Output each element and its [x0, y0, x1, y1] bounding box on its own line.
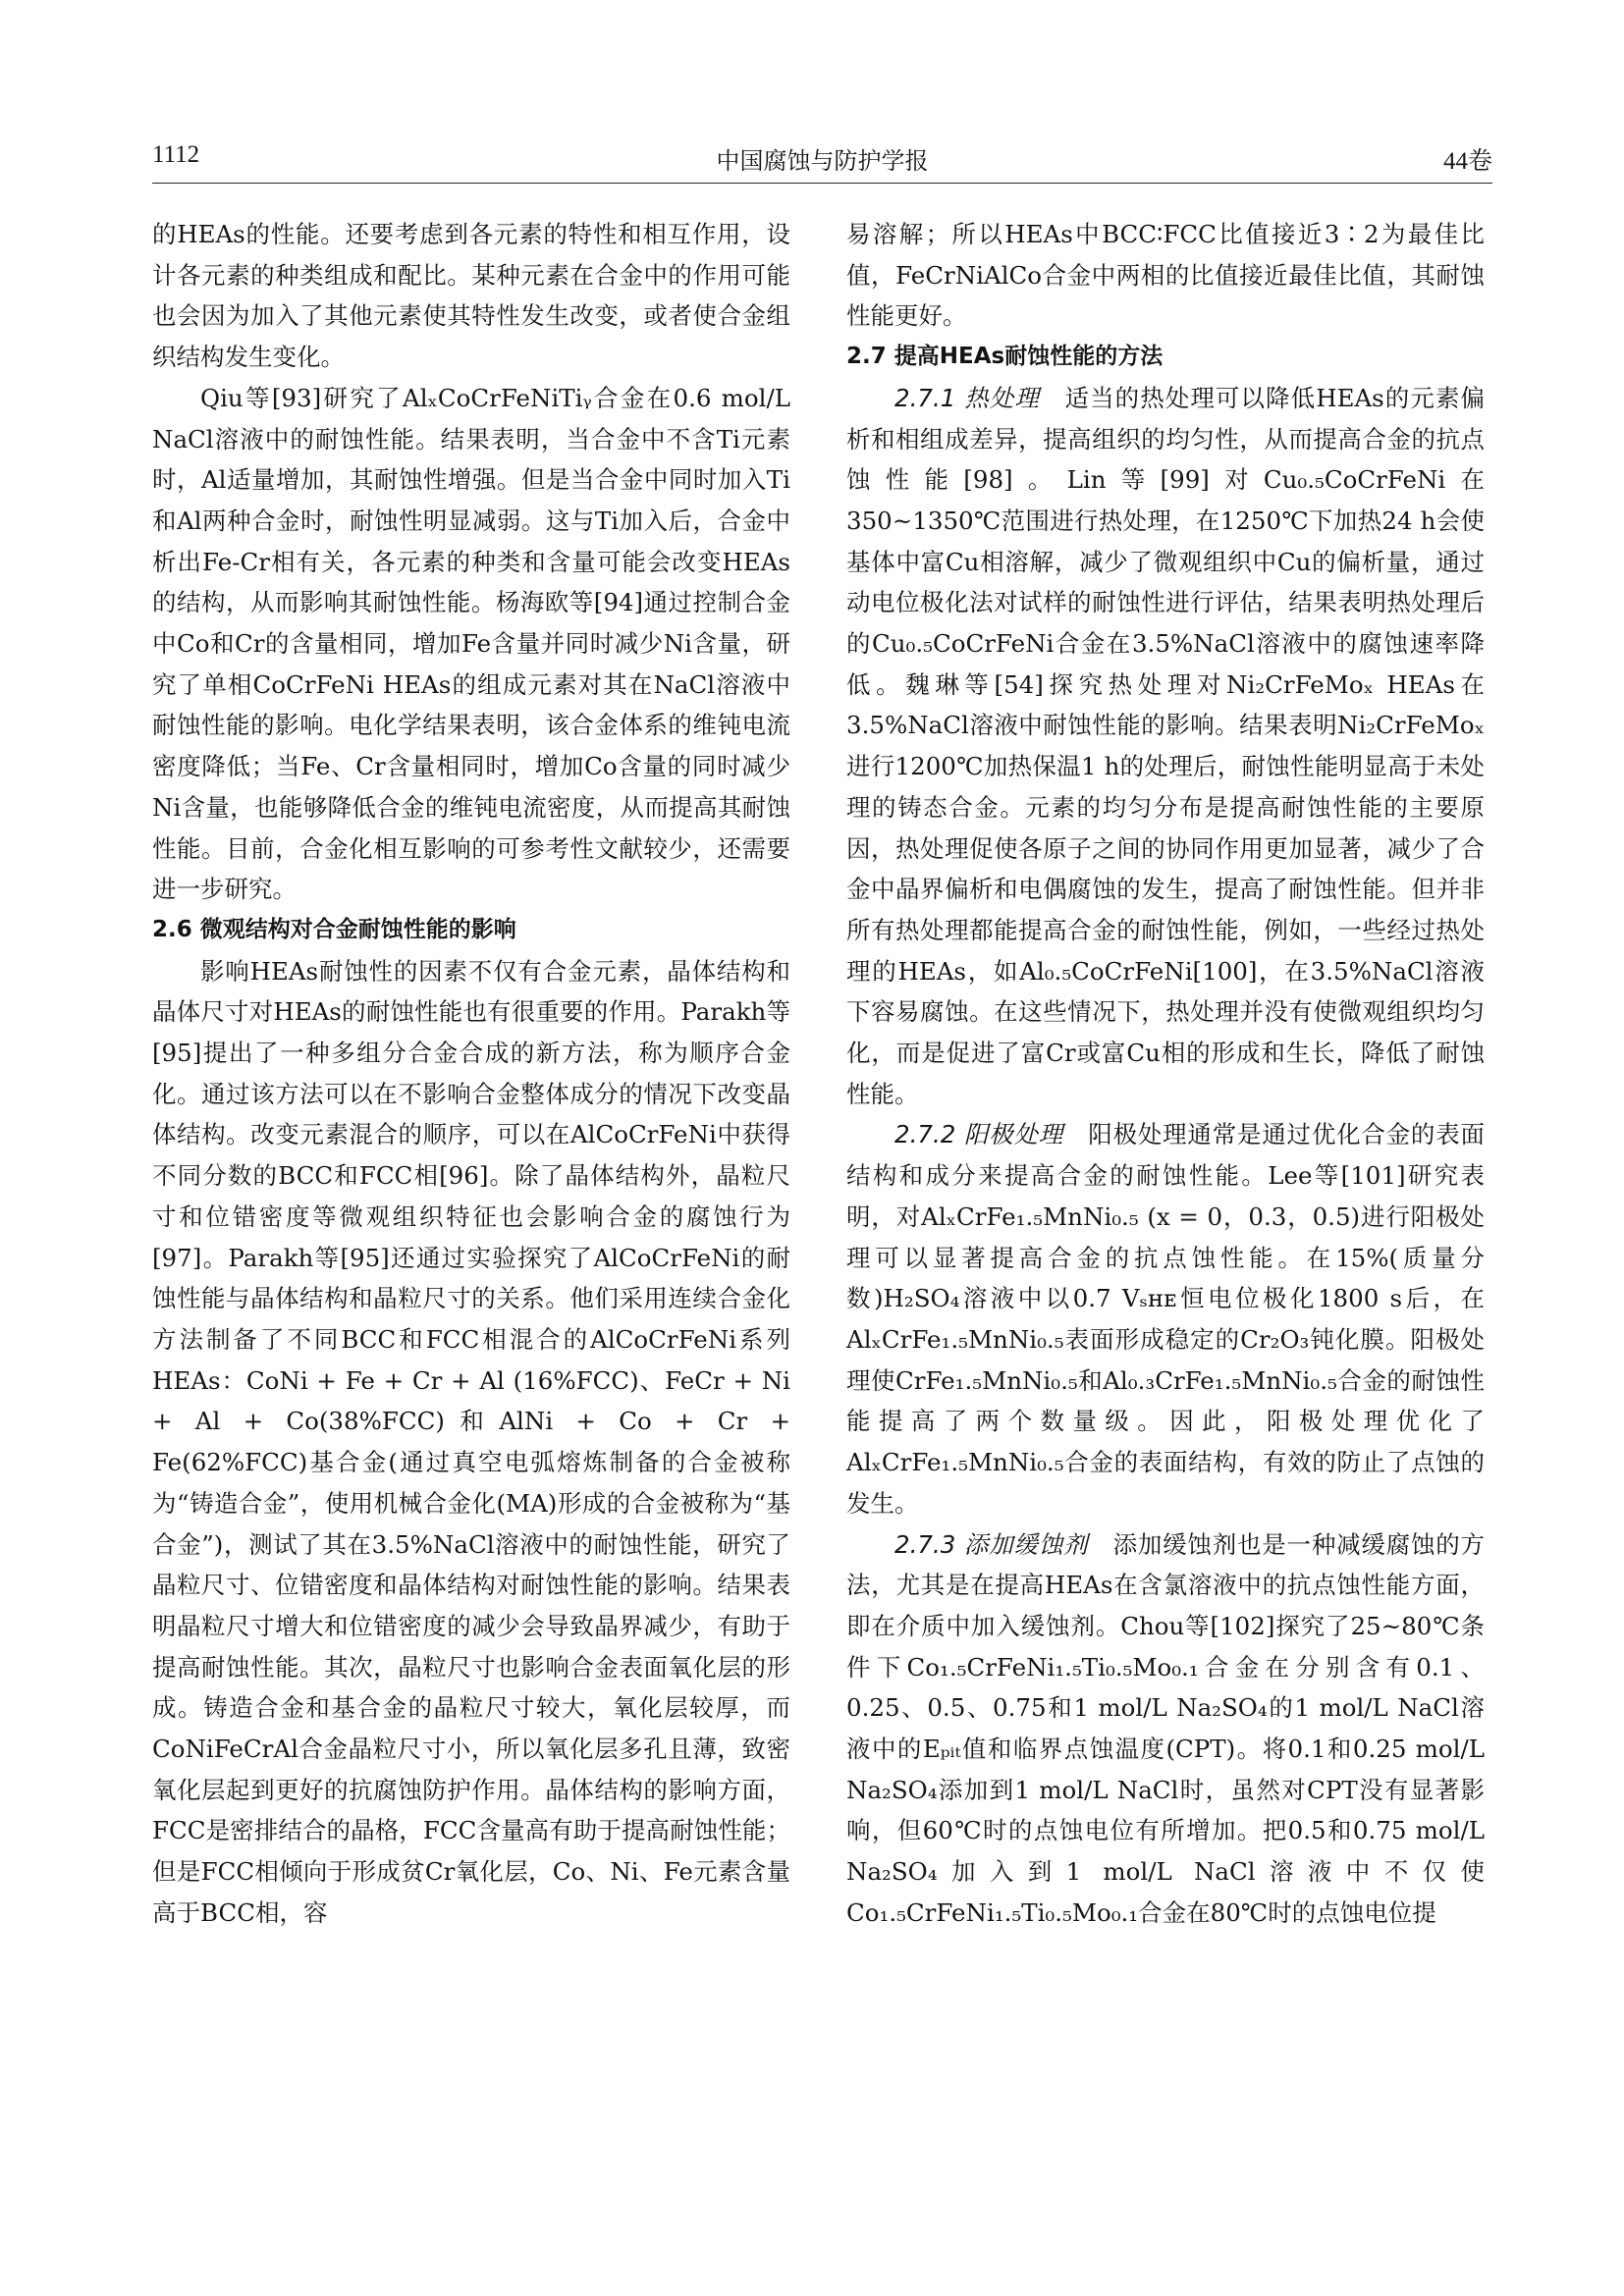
subsection-title: 2.7.1 热处理 [894, 383, 1040, 412]
section-heading: 2.6 微观结构对合金耐蚀性能的影响 [152, 916, 516, 942]
volume-label: 44卷 [1442, 148, 1492, 175]
running-header [152, 137, 1492, 184]
paragraph-text: 添加缓蚀剂也是一种减缓腐蚀的方法，尤其是在提高HEAs在含氯溶液中的抗点蚀性能方面，即在介质中加入缓蚀剂。Chou等[102]探究了25~80℃条件下Co₁.₅CrFeNi₁.₅Ti₀.₅Mo₀.₁合金在分别含有0.1、0.25、0.5、0.75和1 mol/L Na₂SO₄的1 mol/L NaCl溶液中的Eₚᵢₜ值和临界点蚀温度(CPT)。将0.1和0.25 mol/L Na₂SO₄添加到1 mol/L NaCl时，虽然对CPT没有显著影响，但60℃时的点蚀电位有所增加。把0.5和0.75 mol/L Na₂SO₄加入到1 mol/L NaCl溶液中不仅使Co₁.₅CrFeNi₁.₅Ti₀.₅Mo₀.₁合金在80℃时的点蚀电位提 [846, 1529, 1485, 1927]
section-heading: 2.7 提高HEAs耐蚀性能的方法 [846, 344, 1164, 370]
left-column [152, 214, 790, 1934]
paragraph: 的HEAs的性能。还要考虑到各元素的特性和相互作用，设计各元素的种类组成和配比。某种元素在合金中的作用可能也会因为加入了其他元素使其特性发生改变，或者使合金组织结构发生变化。 [152, 220, 790, 372]
paragraph-text: 适当的热处理可以降低HEAs的元素偏析和相组成差异，提高组织的均匀性，从而提高合金的抗点蚀性能[98]。Lin等[99]对Cu₀.₅CoCrFeNi在350~1350℃范围进行热处理，在1250℃下加热24 h会使基体中富Cu相溶解，减少了微观组织中Cu的偏析量，通过动电位极化法对试样的耐蚀性进行评估，结果表明热处理后的Cu₀.₅CoCrFeNi合金在3.5%NaCl溶液中的腐蚀速率降低。魏琳等[54]探究热处理对Ni₂CrFeMoₓ HEAs在3.5%NaCl溶液中耐蚀性能的影响。结果表明Ni₂CrFeMoₓ进行1200℃加热保温1 h的处理后，耐蚀性能明显高于未处理的铸态合金。元素的均匀分布是提高耐蚀性能的主要原因，热处理促使各原子之间的协同作用更加显著，减少了合金中晶界偏析和电偶腐蚀的发生，提高了耐蚀性能。但并非所有热处理都能提高合金的耐蚀性能，例如，一些经过热处理的HEAs，如Al₀.₅CoCrFeNi[100]，在3.5%NaCl溶液下容易腐蚀。在这些情况下，热处理并没有使微观组织均匀化，而是促进了富Cr或富Cu相的形成和生长，降低了耐蚀性能。 [846, 383, 1485, 1108]
paragraph: 易溶解；所以HEAs中BCC∶FCC比值接近3∶2为最佳比值，FeCrNiAlCo合金中两相的比值接近最佳比值，其耐蚀性能更好。 [846, 220, 1485, 331]
subsection-title: 2.7.3 添加缓蚀剂 [894, 1529, 1089, 1559]
page-number: 1112 [152, 141, 200, 168]
journal-title: 中国腐蚀与防护学报 [716, 147, 929, 175]
subsection-title: 2.7.2 阳极处理 [894, 1120, 1064, 1149]
subsection-paragraph [846, 1114, 1485, 1523]
paragraph: 影响HEAs耐蚀性的因素不仅有合金元素，晶体结构和晶体尺寸对HEAs的耐蚀性能也有很重要的作用。Parakh等[95]提出了一种多组分合金合成的新方法，称为顺序合金化。通过该方法可以在不影响合金整体成分的情况下改变晶体结构。改变元素混合的顺序，可以在AlCoCrFeNi中获得不同分数的BCC和FCC相[96]。除了晶体结构外，晶粒尺寸和位错密度等微观组织特征也会影响合金的腐蚀行为[97]。Parakh等[95]还通过实验探究了AlCoCrFeNi的耐蚀性能与晶体结构和晶粒尺寸的关系。他们采用连续合金化方法制备了不同BCC和FCC相混合的AlCoCrFeNi系列HEAs：CoNi + Fe + Cr + Al (16%FCC)、FeCr + Ni + Al + Co(38%FCC)和AlNi + Co + Cr + Fe(62%FCC)基合金(通过真空电弧熔炼制备的合金被称为“铸造合金”，使用机械合金化(MA)形成的合金被称为“基合金”)，测试了其在3.5%NaCl溶液中的耐蚀性能，研究了晶粒尺寸、位错密度和晶体结构对耐蚀性能的影响。结果表明晶粒尺寸增大和位错密度的减少会导致晶界减少，有助于提高耐蚀性能。其次，晶粒尺寸也影响合金表面氧化层的形成。铸造合金和基合金的晶粒尺寸较大，氧化层较厚，而CoNiFeCrAl合金晶粒尺寸小，所以氧化层多孔且薄，致密氧化层起到更好的抗腐蚀防护作用。晶体结构的影响方面，FCC是密排结合的晶格，FCC含量高有助于提高耐蚀性能；但是FCC相倾向于形成贫Cr氧化层，Co、Ni、Fe元素含量高于BCC相，容 [152, 956, 790, 1927]
paragraph-text: 阳极处理通常是通过优化合金的表面结构和成分来提高合金的耐蚀性能。Lee等[101]研究表明，对AlₓCrFe₁.₅MnNi₀.₅ (x = 0，0.3，0.5)进行阳极处理可以显著提高合金的抗点蚀性能。在15%(质量分数)H₂SO₄溶液中以0.7 Vₛʜᴇ恒电位极化1800 s后，在AlₓCrFe₁.₅MnNi₀.₅表面形成稳定的Cr₂O₃钝化膜。阳极处理使CrFe₁.₅MnNi₀.₅和Al₀.₃CrFe₁.₅MnNi₀.₅合金的耐蚀性能提高了两个数量级。因此，阳极处理优化了AlₓCrFe₁.₅MnNi₀.₅合金的表面结构，有效的防止了点蚀的发生。 [846, 1120, 1485, 1518]
paragraph: Qiu等[93]研究了AlₓCoCrFeNiTiᵧ合金在0.6 mol/L NaCl溶液中的耐蚀性能。结果表明，当合金中不含Ti元素时，Al适量增加，其耐蚀性增强。但是当合金中同时加入Ti和Al两种合金时，耐蚀性明显减弱。这与Ti加入后，合金中析出Fe-Cr相有关，各元素的种类和含量可能会改变HEAs的结构，从而影响其耐蚀性能。杨海欧等[94]通过控制合金中Co和Cr的含量相同，增加Fe含量并同时减少Ni含量，研究了单相CoCrFeNi HEAs的组成元素对其在NaCl溶液中耐蚀性能的影响。电化学结果表明，该合金体系的维钝电流密度降低；当Fe、Cr含量相同时，增加Co含量的同时减少Ni含量，也能够降低合金的维钝电流密度，从而提高其耐蚀性能。目前，合金化相互影响的可参考性文献较少，还需要进一步研究。 [152, 383, 790, 904]
right-column [846, 214, 1485, 1934]
subsection-paragraph [846, 378, 1485, 1115]
subsection-paragraph [846, 1524, 1485, 1934]
